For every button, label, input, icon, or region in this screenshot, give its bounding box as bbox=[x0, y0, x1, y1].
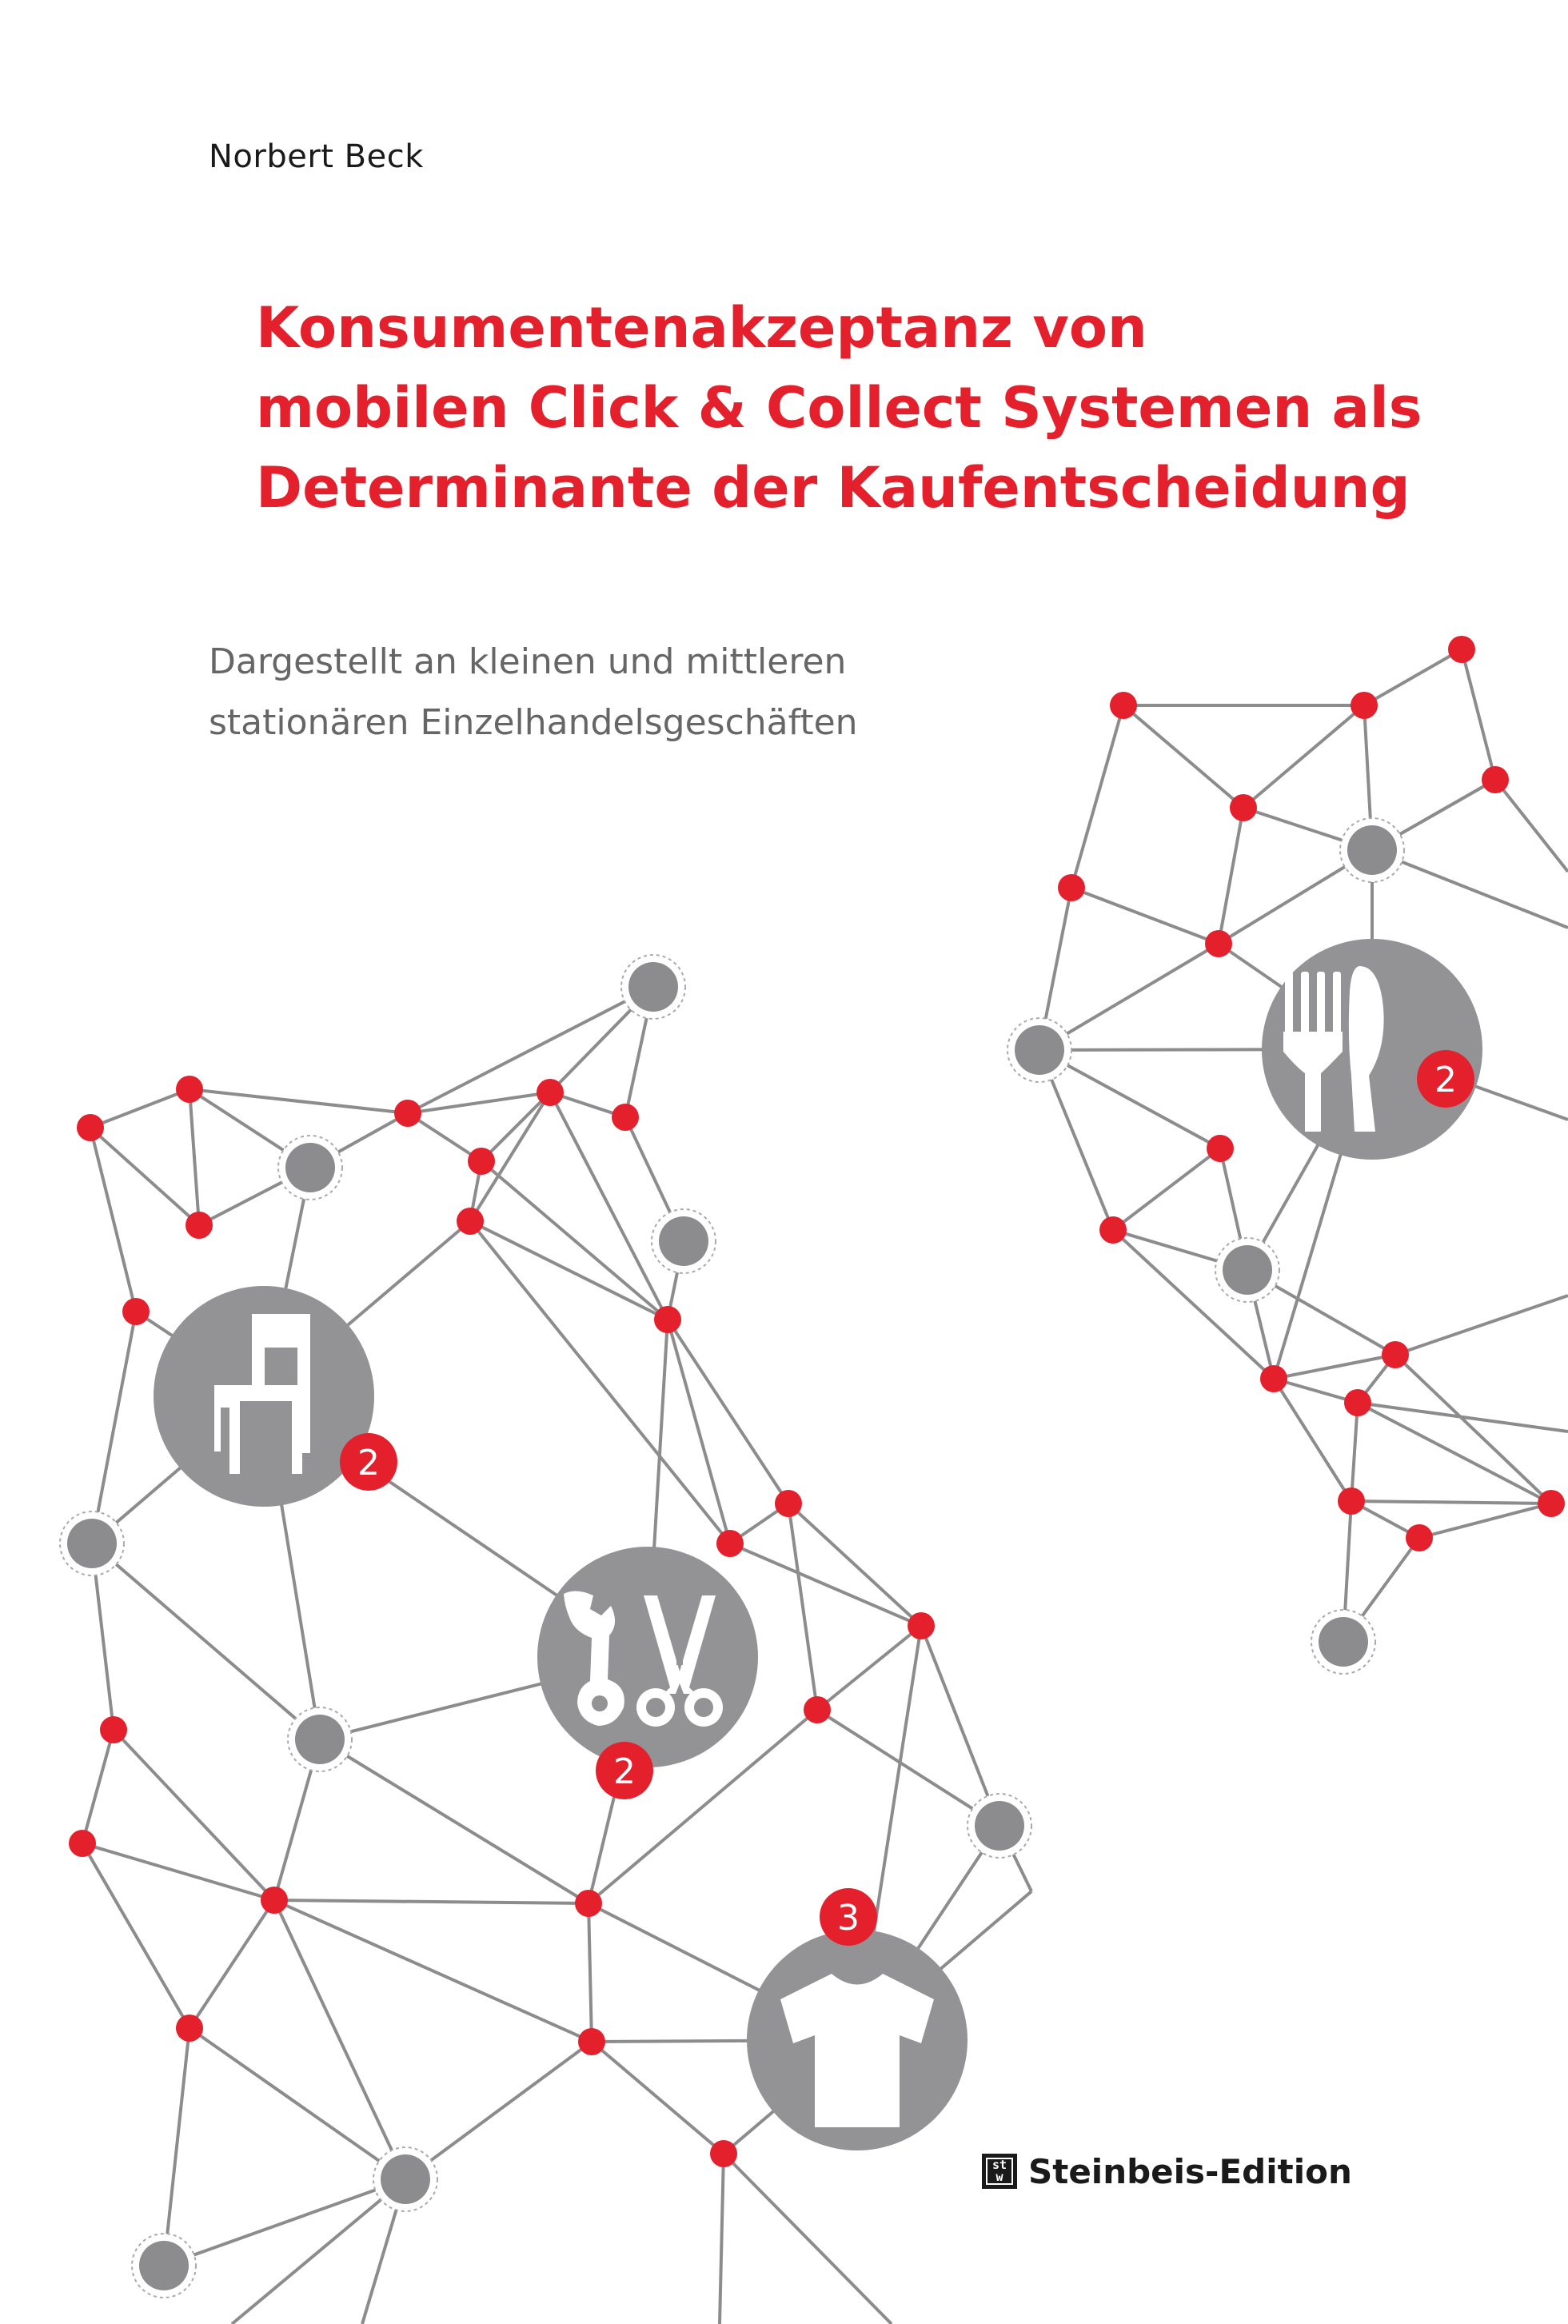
network-edge bbox=[1395, 1355, 1551, 1503]
cutlery-badge bbox=[1417, 1050, 1474, 1108]
network-node-red bbox=[578, 2028, 605, 2055]
network-node-red bbox=[654, 1306, 681, 1333]
network-edge bbox=[1358, 1403, 1551, 1503]
network-edge bbox=[92, 1312, 136, 1543]
network-node-gray bbox=[628, 962, 678, 1012]
network-node-red bbox=[100, 1716, 127, 1743]
network-node-red bbox=[1344, 1389, 1371, 1416]
network-node-red bbox=[394, 1100, 421, 1127]
network-edge bbox=[190, 1089, 199, 1225]
wrench-scissors-badge bbox=[596, 1742, 653, 1799]
network-edge bbox=[90, 1128, 199, 1225]
network-node-gray bbox=[975, 1801, 1024, 1851]
book-subtitle bbox=[209, 632, 1088, 753]
network-node-gray bbox=[67, 1519, 117, 1568]
network-node-red bbox=[457, 1208, 484, 1235]
network-edge bbox=[720, 2154, 724, 2324]
publisher-name: Steinbeis-Edition bbox=[1028, 2151, 1352, 2191]
network-edge bbox=[320, 1739, 588, 1903]
network-edge bbox=[1219, 808, 1243, 944]
network-node-red bbox=[122, 1298, 150, 1325]
network-edge bbox=[1419, 1503, 1551, 1538]
network-node-red bbox=[1205, 930, 1232, 957]
network-edge bbox=[1364, 649, 1462, 705]
network-edge bbox=[190, 2028, 405, 2179]
network-node-red bbox=[468, 1148, 495, 1175]
network-node-red bbox=[575, 1890, 602, 1917]
network-edge bbox=[274, 1900, 592, 2042]
publisher bbox=[982, 2151, 1352, 2191]
network-node-red bbox=[1382, 1341, 1409, 1368]
network-edge bbox=[592, 2042, 724, 2154]
network-icons bbox=[154, 939, 1482, 2150]
network-edge bbox=[921, 1626, 999, 1826]
network-node-red bbox=[1406, 1524, 1433, 1551]
network-edge bbox=[82, 1730, 114, 1843]
network-node-red bbox=[908, 1612, 935, 1639]
network-edge bbox=[232, 2179, 405, 2324]
network-node-red bbox=[1260, 1365, 1287, 1392]
network-edge bbox=[668, 1320, 730, 1543]
tshirt-badge bbox=[820, 1888, 877, 1946]
network-node-red bbox=[716, 1530, 744, 1557]
title-line: Konsumentenakzeptanz von bbox=[256, 295, 1147, 361]
network-edge bbox=[114, 1730, 274, 1900]
network-node-red bbox=[1538, 1490, 1565, 1517]
subtitle-line: stationären Einzelhandelsgeschäften bbox=[209, 702, 858, 743]
network-node-gray bbox=[1347, 825, 1397, 875]
network-edge bbox=[1351, 1403, 1358, 1501]
network-node-red bbox=[1351, 692, 1378, 719]
network-edge bbox=[550, 1092, 668, 1320]
network-edge bbox=[164, 2179, 405, 2266]
network-edge bbox=[274, 1900, 405, 2179]
network-node-gray bbox=[1015, 1025, 1064, 1075]
network-edge bbox=[1274, 1355, 1395, 1379]
title-line: mobilen Click & Collect Systemen als bbox=[256, 375, 1422, 441]
network-node-red bbox=[775, 1490, 802, 1517]
publisher-logo: st w bbox=[982, 2154, 1017, 2189]
svg-text:2: 2 bbox=[1434, 1060, 1457, 1100]
wrench-scissors-icon bbox=[537, 1547, 758, 1799]
network-node-red bbox=[1099, 1216, 1127, 1244]
svg-text:2: 2 bbox=[357, 1443, 380, 1483]
network-node-gray bbox=[659, 1216, 708, 1266]
network-node-red bbox=[1058, 874, 1085, 901]
network-edge bbox=[1462, 649, 1495, 780]
network-node-red bbox=[1230, 794, 1257, 821]
network-edge bbox=[788, 1503, 921, 1626]
author-name: Norbert Beck bbox=[209, 138, 424, 175]
network-edge bbox=[1113, 1148, 1220, 1230]
network-node-red bbox=[1338, 1487, 1365, 1515]
network-edge bbox=[92, 1543, 320, 1739]
network-node-red bbox=[176, 1076, 203, 1103]
network-edge bbox=[1395, 1296, 1568, 1355]
network-edge bbox=[274, 1900, 588, 1903]
tshirt-icon bbox=[747, 1888, 968, 2150]
svg-text:2: 2 bbox=[613, 1751, 636, 1792]
network-edge bbox=[730, 1543, 921, 1626]
network-edge bbox=[1351, 1501, 1551, 1503]
chair-icon bbox=[154, 1286, 397, 1507]
network-edge bbox=[817, 1626, 921, 1710]
network-edge bbox=[1495, 780, 1568, 872]
network-node-red bbox=[261, 1887, 288, 1914]
network-edge bbox=[668, 1320, 788, 1503]
network-edge bbox=[1123, 705, 1243, 808]
network-node-gray bbox=[1319, 1617, 1368, 1667]
network-edge bbox=[1243, 705, 1364, 808]
network-node-red bbox=[77, 1114, 104, 1141]
network-node-red bbox=[804, 1696, 831, 1723]
network-edge bbox=[90, 1128, 136, 1312]
network-node-red bbox=[1110, 692, 1137, 719]
network-node-red bbox=[186, 1212, 213, 1239]
network-edge bbox=[90, 1089, 190, 1128]
network-edge bbox=[405, 2042, 592, 2179]
network-node-red bbox=[710, 2140, 737, 2167]
network-node-red bbox=[69, 1830, 96, 1857]
network-edge bbox=[817, 1710, 999, 1826]
network-edge bbox=[190, 1900, 274, 2028]
book-title bbox=[256, 288, 1455, 528]
network-edge bbox=[481, 1092, 550, 1161]
network-edge bbox=[1071, 888, 1219, 944]
network-node-gray bbox=[381, 2154, 430, 2204]
title-line: Determinante der Kaufentscheidung bbox=[256, 455, 1410, 521]
network-node-gray bbox=[295, 1715, 345, 1764]
chair-badge bbox=[340, 1433, 397, 1491]
cutlery-icon bbox=[1262, 939, 1482, 1160]
subtitle-line: Dargestellt an kleinen und mittleren bbox=[209, 641, 847, 682]
network-node-red bbox=[1207, 1135, 1234, 1162]
network-node-gray bbox=[285, 1143, 335, 1192]
network-edge bbox=[1358, 1403, 1568, 1432]
network-edge bbox=[164, 2028, 190, 2266]
network-edge bbox=[724, 2154, 892, 2324]
svg-text:3: 3 bbox=[837, 1898, 860, 1939]
network-node-red bbox=[1448, 636, 1475, 663]
network-node-red bbox=[537, 1079, 564, 1106]
network-node-red bbox=[1482, 766, 1509, 793]
network-node-gray bbox=[139, 2241, 189, 2290]
network-edge bbox=[788, 1503, 817, 1710]
network-node-gray bbox=[1223, 1245, 1272, 1295]
network-node-red bbox=[176, 2015, 203, 2042]
network-edge bbox=[588, 1903, 592, 2042]
network-node-red bbox=[612, 1104, 639, 1131]
